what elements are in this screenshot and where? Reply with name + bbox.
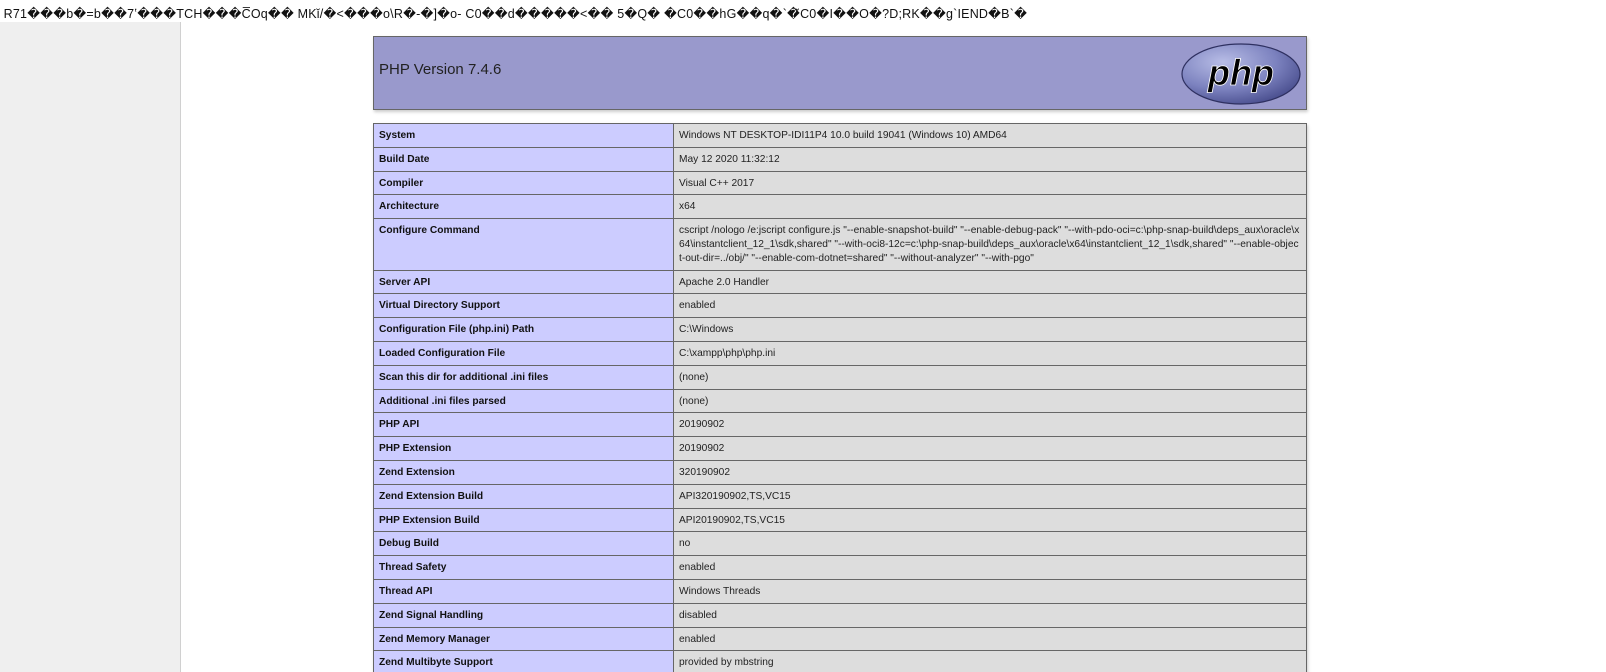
table-row [374, 147, 1307, 171]
row-label: Thread API [374, 579, 674, 603]
row-label: Configuration File (php.ini) Path [374, 318, 674, 342]
row-label: Zend Extension Build [374, 484, 674, 508]
table-row [374, 219, 1307, 270]
row-label: Zend Extension [374, 460, 674, 484]
table-row [374, 389, 1307, 413]
table-row [374, 270, 1307, 294]
row-label: Architecture [374, 195, 674, 219]
row-value: Apache 2.0 Handler [674, 270, 1307, 294]
table-row [374, 579, 1307, 603]
row-label: PHP Extension Build [374, 508, 674, 532]
table-row [374, 294, 1307, 318]
php-logo-text: php [1208, 52, 1274, 93]
row-label: Configure Command [374, 219, 674, 270]
table-row [374, 318, 1307, 342]
table-row [374, 532, 1307, 556]
left-gutter-panel [0, 22, 181, 672]
table-row [374, 413, 1307, 437]
row-value: provided by mbstring [674, 651, 1307, 672]
table-row [374, 484, 1307, 508]
row-value: Windows NT DESKTOP-IDI11P4 10.0 build 19041 (Windows 10) AMD64 [674, 124, 1307, 148]
table-row [374, 556, 1307, 580]
row-value: May 12 2020 11:32:12 [674, 147, 1307, 171]
system-info-body [374, 124, 1307, 672]
row-value: enabled [674, 294, 1307, 318]
table-row [374, 651, 1307, 672]
row-label: Additional .ini files parsed [374, 389, 674, 413]
row-value: enabled [674, 556, 1307, 580]
table-row [374, 437, 1307, 461]
row-value: (none) [674, 389, 1307, 413]
row-label: Zend Multibyte Support [374, 651, 674, 672]
page-title: PHP Version 7.4.6 [379, 61, 502, 78]
table-row [374, 195, 1307, 219]
row-value: (none) [674, 365, 1307, 389]
row-value: C:\xampp\php\php.ini [674, 341, 1307, 365]
row-label: System [374, 124, 674, 148]
row-label: Virtual Directory Support [374, 294, 674, 318]
row-value: enabled [674, 627, 1307, 651]
table-row [374, 627, 1307, 651]
row-value: Visual C++ 2017 [674, 171, 1307, 195]
row-value: Windows Threads [674, 579, 1307, 603]
table-row [374, 124, 1307, 148]
phpinfo-content [373, 36, 1307, 672]
row-label: Build Date [374, 147, 674, 171]
row-value: 20190902 [674, 413, 1307, 437]
table-row [374, 171, 1307, 195]
row-value: x64 [674, 195, 1307, 219]
row-value: 20190902 [674, 437, 1307, 461]
row-value: no [674, 532, 1307, 556]
table-row [374, 365, 1307, 389]
row-value: C:\Windows [674, 318, 1307, 342]
row-label: Debug Build [374, 532, 674, 556]
row-label: Zend Memory Manager [374, 627, 674, 651]
version-header [373, 36, 1307, 110]
table-row [374, 603, 1307, 627]
table-row [374, 508, 1307, 532]
row-value: disabled [674, 603, 1307, 627]
system-info-table [373, 123, 1307, 672]
table-row [374, 460, 1307, 484]
row-value: API20190902,TS,VC15 [674, 508, 1307, 532]
row-value: API320190902,TS,VC15 [674, 484, 1307, 508]
row-label: Scan this dir for additional .ini files [374, 365, 674, 389]
row-value: cscript /nologo /e:jscript configure.js "--enable-snapshot-build" "--enable-debug-pack" "--with-pdo-oci=c:\php-snap-build\deps_aux\oracle\x64\instantclient_12_1\sdk,shared" "--with-oci8-12c=c:\php-snap-build\deps_aux\oracle\x64\instantclient_12_1\sdk,shared" "--enable-object-out-dir=../obj/" "--enable-com-dotnet=shared" "--without-analyzer" "--with-pgo" [674, 219, 1307, 270]
row-label: PHP API [374, 413, 674, 437]
row-label: PHP Extension [374, 437, 674, 461]
row-label: Loaded Configuration File [374, 341, 674, 365]
row-value: 320190902 [674, 460, 1307, 484]
binary-garbage-text: R71���b�=b��7ʽ���TCH���C̅Oq�� MKǐ/�<���o\R�-�]�o- C0��d�����<�� 5�Q� �C0��hG��q�`�̃C0�I��O�?D;RK��g`IEND�B`� [0, 7, 1028, 21]
row-label: Compiler [374, 171, 674, 195]
php-logo-icon[interactable] [1180, 42, 1302, 106]
row-label: Zend Signal Handling [374, 603, 674, 627]
table-row [374, 341, 1307, 365]
row-label: Thread Safety [374, 556, 674, 580]
row-label: Server API [374, 270, 674, 294]
